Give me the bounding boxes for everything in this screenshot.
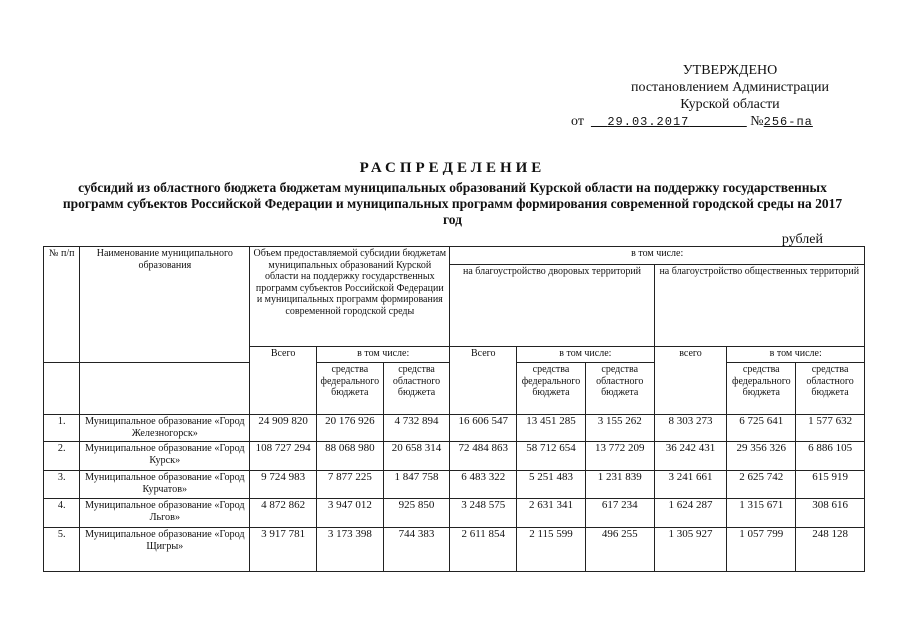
subsidy-table (43, 246, 865, 572)
date-prefix: от (571, 114, 584, 129)
row-number: 3. (44, 471, 80, 499)
cell-yards-total: 6 483 322 (450, 471, 517, 499)
cell-yards-regional: 1 231 839 (585, 471, 654, 499)
cell-yards-total: 3 248 575 (450, 499, 517, 528)
cell-regional: 925 850 (383, 499, 450, 528)
cell-public-federal: 2 625 742 (727, 471, 796, 499)
row-number: 4. (44, 499, 80, 528)
table-row (44, 415, 865, 442)
col-yards-total-header: Всего (450, 347, 517, 415)
cell-public-regional: 6 886 105 (796, 442, 865, 471)
cell-total: 108 727 294 (250, 442, 317, 471)
cell-public-federal: 29 356 326 (727, 442, 796, 471)
col-name-blank (80, 363, 250, 415)
document-subtitle: субсидий из областного бюджета бюджетам муниципальных образований Курской области на поддержку государственных программ субъектов Российской Федерации и муниципальных программ формирования современной городской среды на 2017 год (62, 180, 843, 227)
col-num-blank (44, 363, 80, 415)
municipality-name: Муниципальное образование «Город Щигры» (80, 528, 250, 572)
municipality-name: Муниципальное образование «Город Курск» (80, 442, 250, 471)
row-number: 1. (44, 415, 80, 442)
col-num-header: № п/п (44, 247, 80, 363)
cell-federal: 3 173 398 (316, 528, 383, 572)
cell-yards-regional: 617 234 (585, 499, 654, 528)
col-public-regional-header: средства областного бюджета (796, 363, 865, 415)
number-prefix: № (750, 114, 764, 129)
approval-block (571, 62, 829, 131)
approval-line2: постановлением Администрации (631, 80, 829, 95)
cell-regional: 20 658 314 (383, 442, 450, 471)
col-public-total-header: всего (654, 347, 727, 415)
cell-yards-federal: 2 631 341 (517, 499, 586, 528)
cell-total: 9 724 983 (250, 471, 317, 499)
table-row (44, 499, 865, 528)
col-total-header: Всего (250, 347, 317, 415)
row-number: 2. (44, 442, 80, 471)
cell-public-total: 8 303 273 (654, 415, 727, 442)
cell-yards-regional: 3 155 262 (585, 415, 654, 442)
cell-yards-federal: 13 451 285 (517, 415, 586, 442)
col-name-header: Наименование муниципального образования (80, 247, 250, 363)
col-public-incl-header: в том числе: (727, 347, 865, 363)
col-including-header: в том числе: (450, 247, 865, 265)
approval-title: УТВЕРЖДЕНО (682, 63, 778, 78)
cell-federal: 3 947 012 (316, 499, 383, 528)
col-yards-incl-header: в том числе: (517, 347, 655, 363)
cell-regional: 1 847 758 (383, 471, 450, 499)
cell-public-federal: 1 057 799 (727, 528, 796, 572)
cell-public-federal: 6 725 641 (727, 415, 796, 442)
cell-yards-regional: 13 772 209 (585, 442, 654, 471)
cell-regional: 744 383 (383, 528, 450, 572)
cell-public-total: 1 305 927 (654, 528, 727, 572)
col-regional-header: средства областного бюджета (383, 363, 450, 415)
cell-public-total: 1 624 287 (654, 499, 727, 528)
approval-line3: Курской области (680, 97, 780, 112)
table-row (44, 528, 865, 572)
cell-public-total: 3 241 661 (654, 471, 727, 499)
col-yards-federal-header: средства федерального бюджета (517, 363, 586, 415)
cell-total: 4 872 862 (250, 499, 317, 528)
cell-total: 24 909 820 (250, 415, 317, 442)
municipality-name: Муниципальное образование «Город Льгов» (80, 499, 250, 528)
cell-federal: 7 877 225 (316, 471, 383, 499)
cell-yards-total: 16 606 547 (450, 415, 517, 442)
cell-yards-federal: 2 115 599 (517, 528, 586, 572)
cell-total: 3 917 781 (250, 528, 317, 572)
col-yards-header: на благоустройство дворовых территорий (450, 265, 654, 347)
col-yards-regional-header: средства областного бюджета (585, 363, 654, 415)
cell-yards-total: 72 484 863 (450, 442, 517, 471)
cell-public-regional: 248 128 (796, 528, 865, 572)
cell-yards-regional: 496 255 (585, 528, 654, 572)
col-federal-header: средства федерального бюджета (316, 363, 383, 415)
approval-number: 256-па (763, 115, 813, 129)
row-number: 5. (44, 528, 80, 572)
cell-public-federal: 1 315 671 (727, 499, 796, 528)
cell-yards-federal: 58 712 654 (517, 442, 586, 471)
cell-public-total: 36 242 431 (654, 442, 727, 471)
cell-public-regional: 615 919 (796, 471, 865, 499)
table-row (44, 471, 865, 499)
cell-yards-federal: 5 251 483 (517, 471, 586, 499)
col-public-header: на благоустройство общественных территорий (654, 265, 864, 347)
col-total-volume-header: Объем предоставляемой субсидии бюджетам муниципальных образований Курской области на поддержку государственных программ субъектов Российской Федерации и муниципальных программ формирования современной городской среды (250, 247, 450, 347)
municipality-name: Муниципальное образование «Город Железногорск» (80, 415, 250, 442)
cell-federal: 20 176 926 (316, 415, 383, 442)
approval-date-line (571, 113, 829, 131)
cell-public-regional: 1 577 632 (796, 415, 865, 442)
approval-date: 29.03.2017 (607, 115, 690, 129)
table-row (44, 442, 865, 471)
cell-yards-total: 2 611 854 (450, 528, 517, 572)
cell-public-regional: 308 616 (796, 499, 865, 528)
document-title: РАСПРЕДЕЛЕНИЕ (359, 160, 546, 176)
cell-federal: 88 068 980 (316, 442, 383, 471)
cell-regional: 4 732 894 (383, 415, 450, 442)
col-public-federal-header: средства федерального бюджета (727, 363, 796, 415)
col-incl-header: в том числе: (316, 347, 449, 363)
municipality-name: Муниципальное образование «Город Курчатов» (80, 471, 250, 499)
units-label: рублей (781, 232, 823, 247)
